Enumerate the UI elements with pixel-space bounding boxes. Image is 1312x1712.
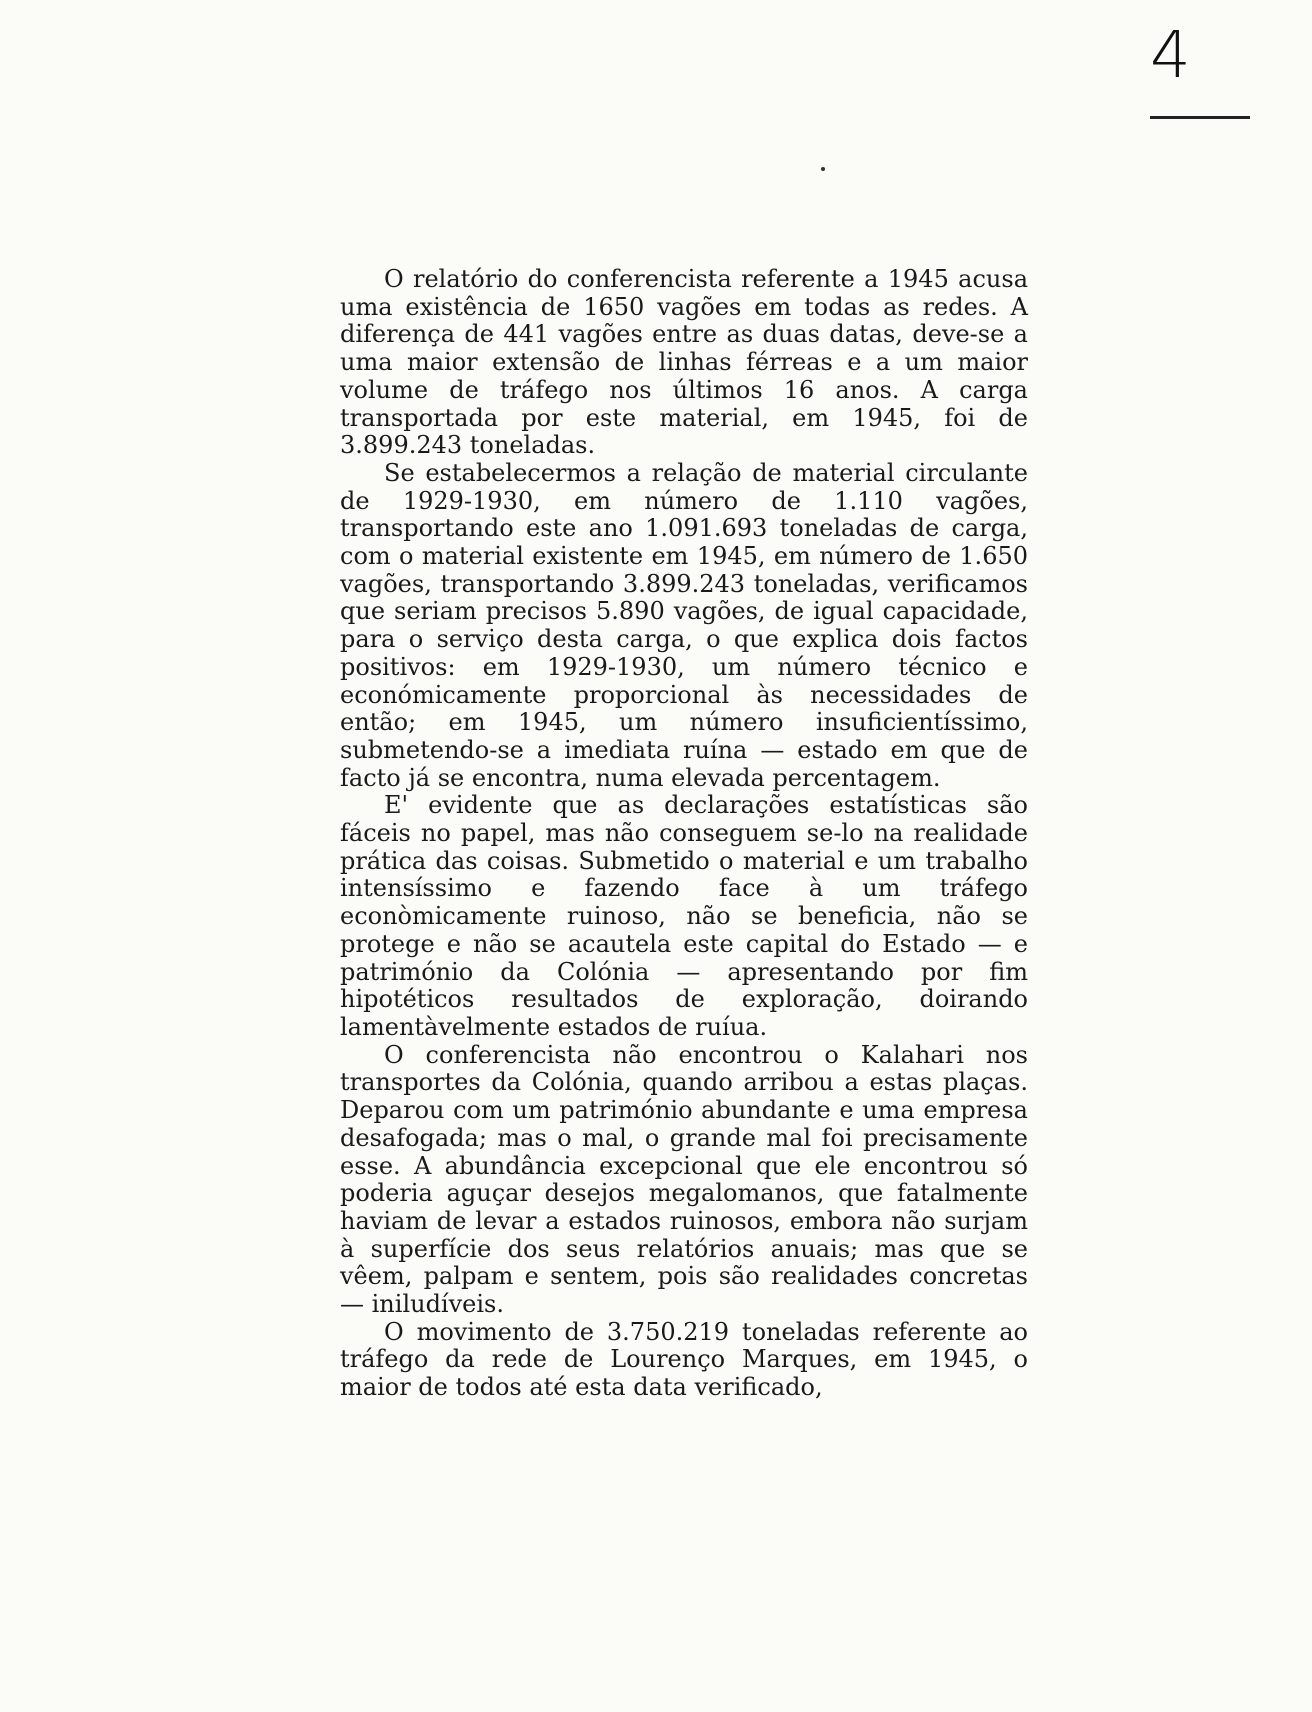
paragraph-3: E' evidente que as declarações estatísticas são fáceis no papel, mas não conseguem se-lo na realidade prática das coisas. Submetido o material e um trabalho intensíssimo e fazendo face à um tráfego econòmicamente ruinoso, não se beneficia, não se protege e não se acautela este capital do Estado — e património da Colónia — apresentando por fim hipotéticos resultados de exploração, doirando lamentàvelmente estados de ruíua. [340,791,1028,1041]
paragraph-1: O relatório do conferencista referente a 1945 acusa uma existência de 1650 vagões em todas as redes. A diferença de 441 vagões entre as duas datas, deve-se a uma maior extensão de linhas férreas e a um maior volume de tráfego nos últimos 16 anos. A carga transportada por este material, em 1945, foi de 3.899.243 toneladas. [340,265,1028,460]
paragraph-5: O movimento de 3.750.219 toneladas referente ao tráfego da rede de Lourenço Marques, em 1945, o maior de todos até esta data verificado, [340,1317,1028,1402]
body-text [340,266,1028,1402]
ink-speck [821,167,825,171]
paragraph-2: Se estabelecermos a relação de material circulante de 1929-1930, em número de 1.110 vagões, transportando este ano 1.091.693 toneladas de carga, com o material existente em 1945, em número de 1.650 vagões, transportando 3.899.243 toneladas, verificamos que seriam precisos 5.890 vagões, de igual capacidade, para o serviço desta carga, o que explica dois factos positivos: em 1929-1930, um número técnico e económicamente proporcional às necessidades de então; em 1945, um número insuficientíssimo, submetendo-se a imediata ruína — estado em que de facto já se encontra, numa elevada percentagem. [340,458,1028,792]
page-number-underline [1150,116,1250,119]
paragraph-4: O conferencista não encontrou o Kalahari nos transportes da Colónia, quando arribou a estas plaças. Deparou com um património abundante e uma empresa desafogada; mas o mal, o grande mal foi precisamente esse. A abundância excepcional que ele encontrou só poderia aguçar desejos megalomanos, que fatalmente haviam de levar a estados ruinosos, embora não surjam à superfície dos seus relatórios anuais; mas que se vêem, palpam e sentem, pois são realidades concretas — iniludíveis. [340,1040,1028,1319]
page-number: 4 [1150,19,1191,93]
